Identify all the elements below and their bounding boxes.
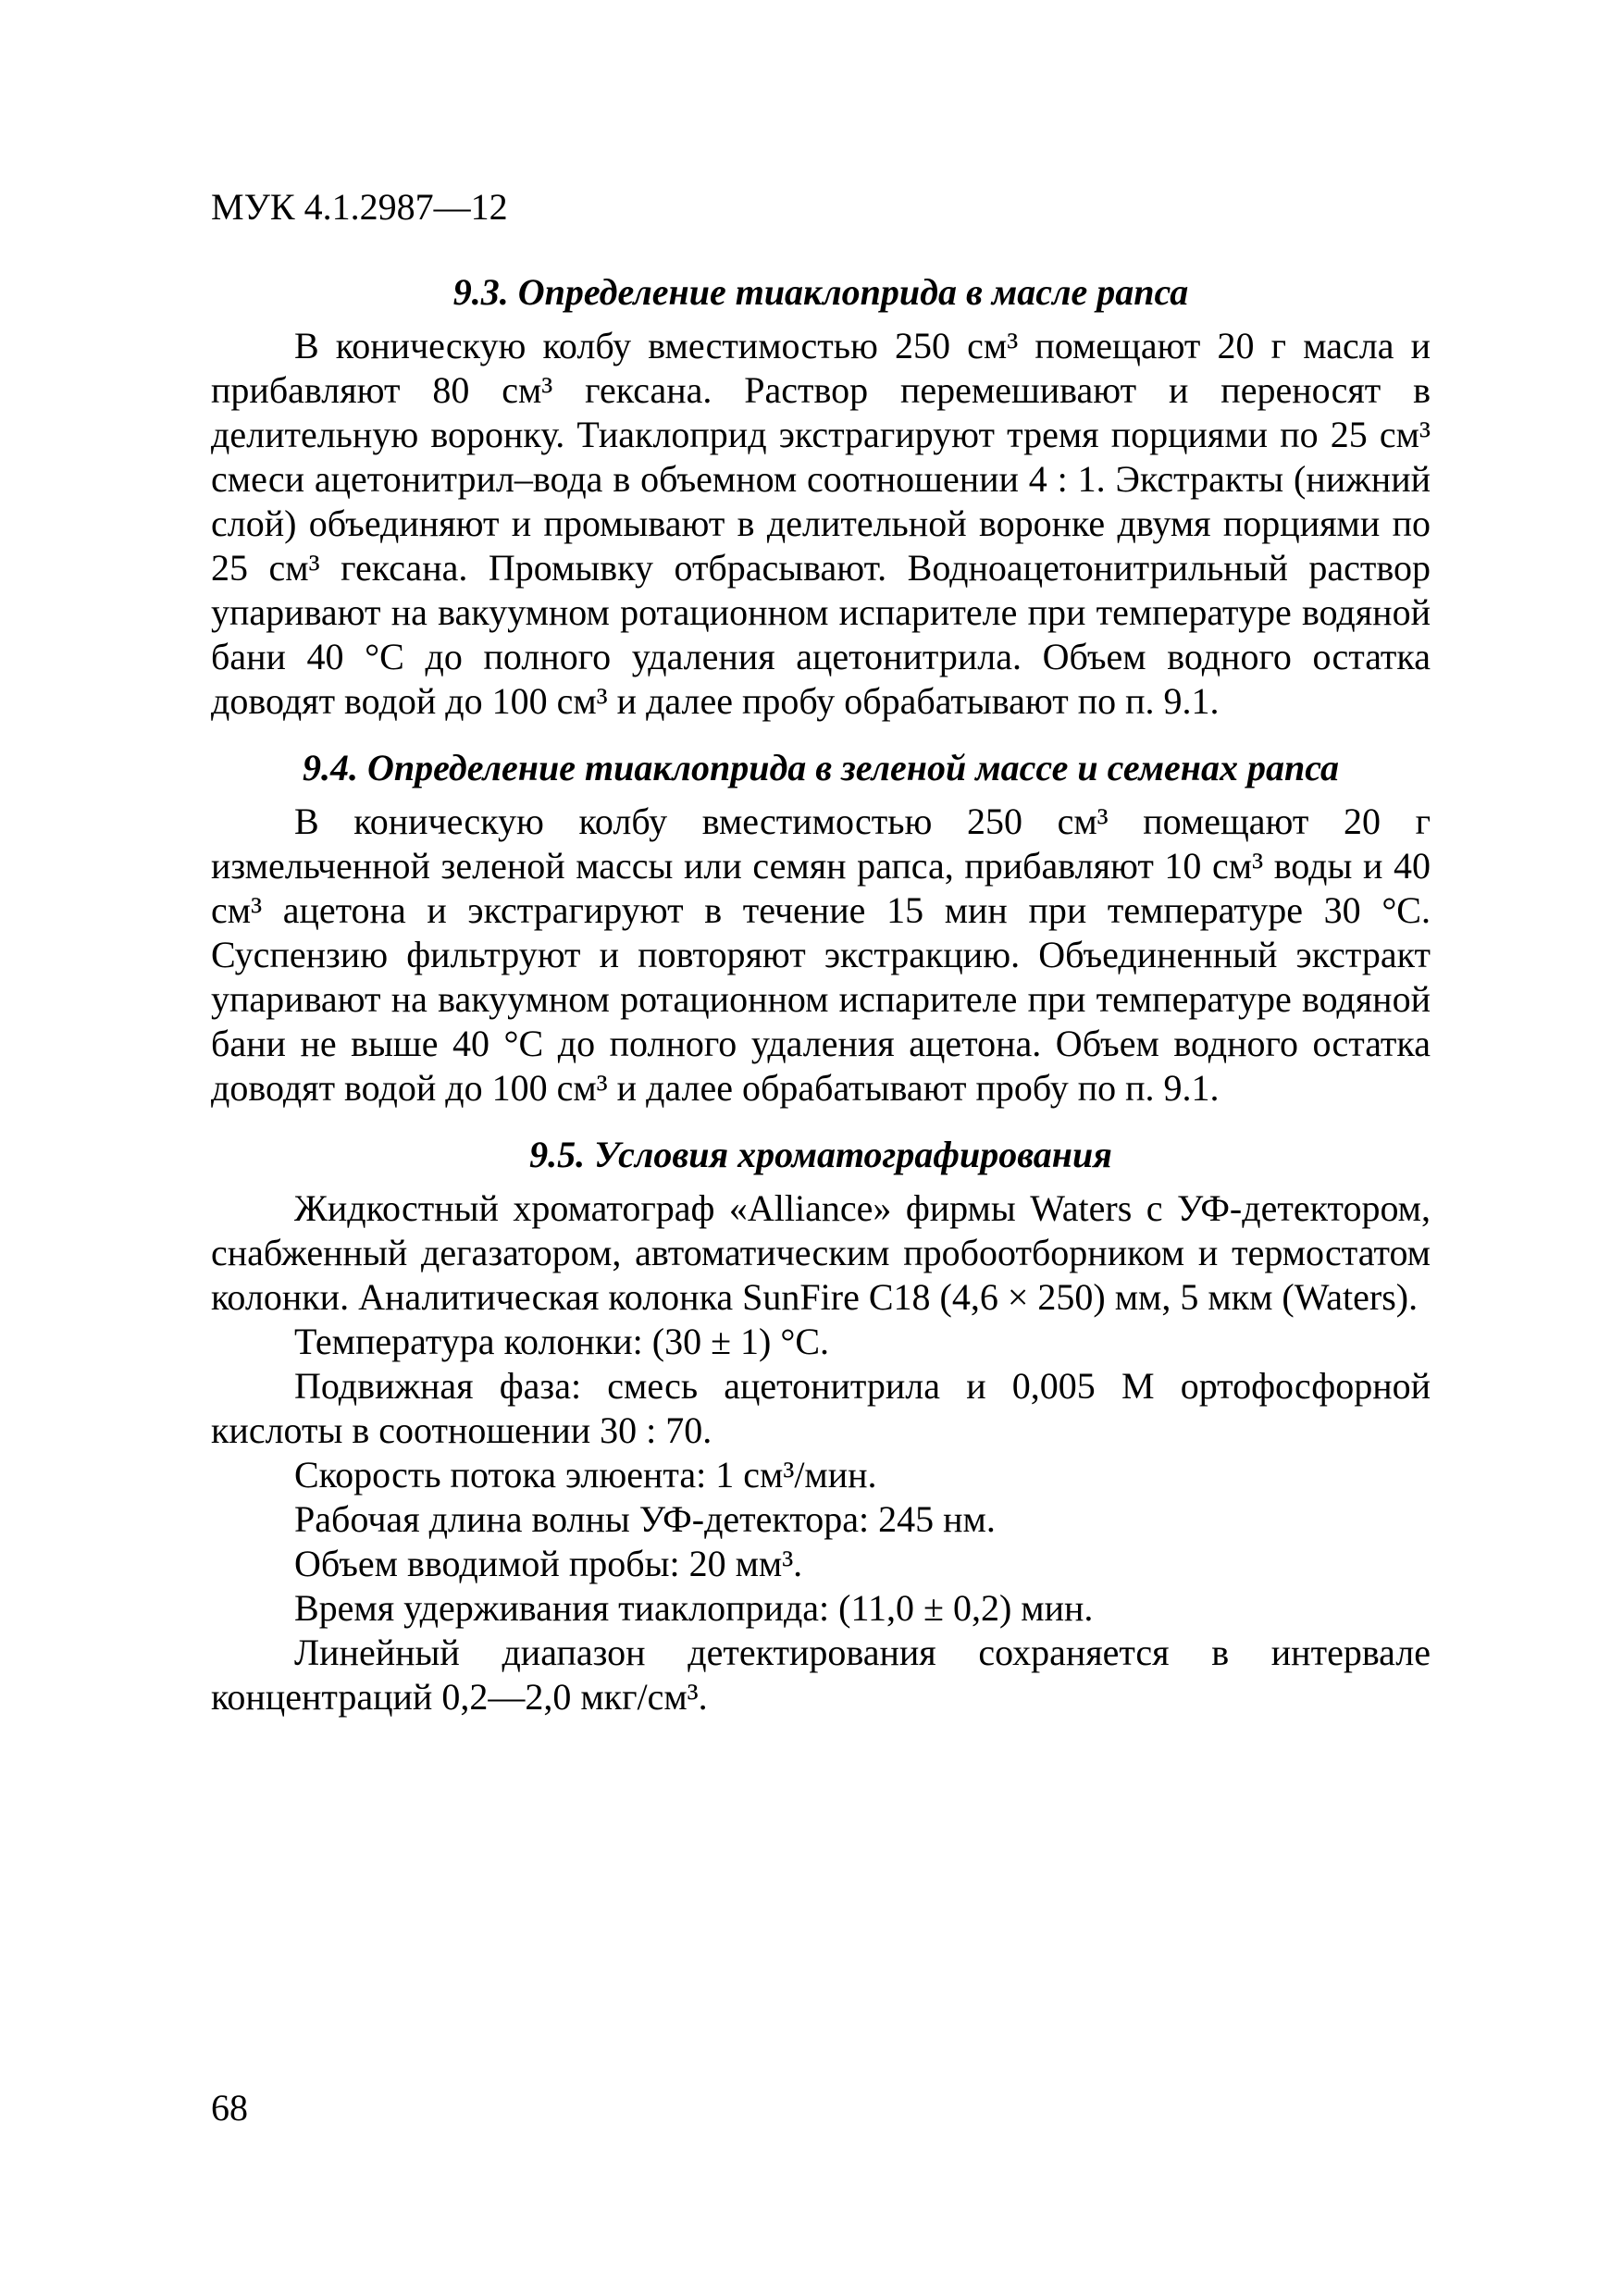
section-gap	[211, 1111, 1431, 1133]
section-9-5	[211, 1133, 1431, 1719]
paragraph: В коническую колбу вместимостью 250 см³ помещают 20 г измельченной зеленой массы или семян рапса, прибавляют 10 см³ воды и 40 см³ ацетона и экстрагируют в течение 15 мин при температуре 30 °С. Суспензию фильтруют и повторяют экстракцию. Объединенный экстракт упаривают на вакуумном ротационном испарителе при температуре водяной бани не выше 40 °С до полного удаления ацетона. Объем водного остатка доводят водой до 100 см³ и далее обрабатывают пробу по п. 9.1.	[211, 800, 1431, 1109]
paragraph-column-temperature: Температура колонки: (30 ± 1) °С.	[294, 1321, 830, 1362]
paragraph-flow-rate: Скорость потока элюента: 1 см³/мин.	[294, 1454, 877, 1496]
paragraph-injection-volume: Объем вводимой пробы: 20 мм³.	[294, 1543, 803, 1584]
section-9-3	[211, 270, 1431, 724]
paragraph-mobile-phase: Подвижная фаза: смесь ацетонитрила и 0,005 М ортофосфорной кислоты в соотношении 30 : 70.	[211, 1365, 1431, 1451]
section-gap	[211, 724, 1431, 746]
paragraph: В коническую колбу вместимостью 250 см³ помещают 20 г масла и прибавляют 80 см³ гексана. Раствор перемешивают и переносят в делительную воронку. Тиаклоприд экстрагируют тремя порциями по 25 см³ смеси ацетонитрил–вода в объемном соотношении 4 : 1. Экстракты (нижний слой) объединяют и промывают в делительной воронке двумя порциями по 25 см³ гексана. Промывку отбрасывают. Водноацетонитрильный раствор упаривают на вакуумном ротационном испарителе при температуре водяной бани 40 °С до полного удаления ацетонитрила. Объем водного остатка доводят водой до 100 см³ и далее пробу обрабатывают по п. 9.1.	[211, 325, 1431, 722]
paragraph-linear-range: Линейный диапазон детектирования сохраняется в интервале концентраций 0,2—2,0 мкг/см³.	[211, 1632, 1431, 1718]
paragraph-equipment: Жидкостный хроматограф «Alliance» фирмы Waters с УФ-детектором, снабженный дегазатором, автоматическим пробоотборником и термостатом колонки. Аналитическая колонка SunFire C18 (4,6 × 250) мм, 5 мкм (Waters).	[211, 1187, 1431, 1318]
section-heading: 9.4. Определение тиаклоприда в зеленой массе и семенах рапса	[303, 747, 1339, 788]
paragraph-retention-time: Время удерживания тиаклоприда: (11,0 ± 0,2) мин.	[294, 1587, 1094, 1629]
paragraph-wavelength: Рабочая длина волны УФ-детектора: 245 нм.	[294, 1498, 996, 1540]
page-number: 68	[211, 2087, 248, 2128]
document-code: МУК 4.1.2987—12	[211, 186, 508, 228]
section-heading: 9.5. Условия хроматографирования	[529, 1134, 1112, 1175]
document-body	[211, 270, 1431, 1719]
section-heading: 9.3. Определение тиаклоприда в масле рапса	[452, 271, 1189, 313]
section-9-4	[211, 746, 1431, 1111]
